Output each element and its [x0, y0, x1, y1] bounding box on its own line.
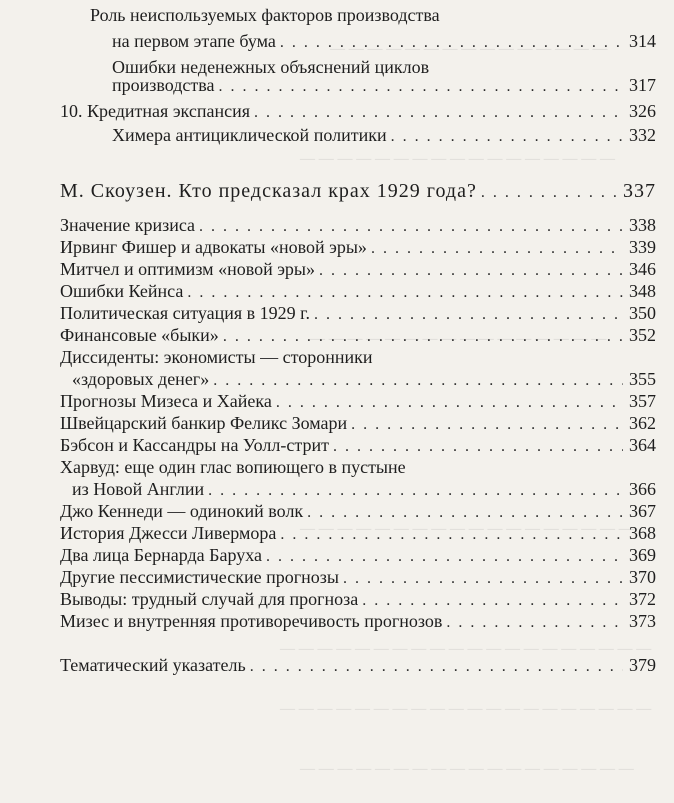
toc-entry [60, 654, 656, 678]
toc-entry-title: Джо Кеннеди — одинокий волк [60, 501, 304, 521]
toc-page-number: 348 [629, 281, 656, 301]
toc-entry [60, 302, 656, 326]
toc-page-number: 367 [629, 501, 656, 521]
toc-entry-title: Другие пессимистические прогнозы [60, 567, 339, 587]
toc-leader-dots [254, 102, 623, 124]
toc-leader-dots [280, 524, 623, 546]
bleed-through: — — — — — — — — — — — — — — — — [310, 331, 607, 347]
toc-leader-dots [333, 436, 623, 458]
toc-leader-dots [276, 392, 623, 414]
toc-page-number: 373 [629, 611, 656, 631]
toc-page-number: 368 [629, 523, 656, 543]
toc-entry [72, 368, 656, 392]
toc-page-number: 352 [629, 325, 656, 345]
toc-entry [60, 236, 656, 260]
toc-entry [60, 588, 656, 612]
toc-leader-dots [213, 370, 623, 392]
toc-entry-line: Роль неиспользуемых факторов производства [90, 5, 440, 25]
toc-entry [60, 610, 656, 634]
toc-entry [60, 258, 656, 282]
bleed-through: — — — — — — — — — — — — — — — [330, 41, 608, 57]
toc-leader-dots [481, 182, 617, 204]
toc-page-number: 379 [629, 655, 656, 675]
toc-entry-title: Значение кризиса [60, 215, 196, 235]
toc-leader-dots [446, 612, 623, 634]
toc-leader-dots [187, 282, 623, 304]
toc-page-number: 317 [629, 75, 656, 95]
toc-entry [60, 324, 656, 348]
toc-page-number: 339 [629, 237, 656, 257]
bleed-through: — — — — — — — — — — — — — — — — — — [300, 521, 634, 537]
toc-entry [60, 500, 656, 524]
toc-entry-title: 10. Кредитная экспансия [60, 101, 250, 121]
toc-page-number: 369 [629, 545, 656, 565]
toc-entry-title: «здоровых денег» [72, 369, 210, 389]
toc-entry [60, 280, 656, 304]
toc-leader-dots [307, 502, 623, 524]
toc-entry-title: Ирвинг Фишер и адвокаты «новой эры» [60, 237, 367, 257]
toc-entry-title: производства [112, 75, 215, 95]
toc-entry-line: Харвуд: еще один глас вопиющего в пустыне [60, 457, 406, 477]
toc-entry-line: Ошибки неденежных объяснений циклов [112, 57, 430, 77]
bleed-through: — — — — — — — — — — — — — — — — — — — — [280, 641, 652, 657]
toc-page-number: 362 [629, 413, 656, 433]
toc-page-number: 372 [629, 589, 656, 609]
toc-entry-title: Выводы: трудный случай для прогноза [60, 589, 359, 609]
toc-entry-title: Два лица Бернарда Баруха [60, 545, 262, 565]
toc-entry-title: Мизес и внутренняя противоречивость прогнозов [60, 611, 443, 631]
toc-entry [112, 124, 656, 148]
toc-leader-dots [343, 568, 623, 590]
toc-chapter-title: М. Скоузен. Кто предсказал крах 1929 года? [60, 180, 477, 202]
toc-entry [112, 30, 656, 54]
toc-leader-dots [351, 414, 623, 436]
toc-leader-dots [280, 32, 623, 54]
toc-page-number: 364 [629, 435, 656, 455]
toc-page-number: 357 [629, 391, 656, 411]
toc-entry [60, 412, 656, 436]
toc-entry-title: Финансовые «быки» [60, 325, 219, 345]
toc-page-number: 332 [629, 125, 656, 145]
toc-leader-dots [362, 590, 623, 612]
toc-entry-line: Диссиденты: экономисты — сторонники [60, 347, 373, 367]
toc-leader-dots [223, 326, 623, 348]
toc-leader-dots [391, 126, 623, 148]
toc-leader-dots [319, 260, 623, 282]
toc-entry-title: Бэбсон и Кассандры на Уолл-стрит [60, 435, 329, 455]
toc-entry-title: на первом этапе бума [112, 31, 276, 51]
toc-page-number: 366 [629, 479, 656, 499]
toc-page-number: 346 [629, 259, 656, 279]
toc-page-number: 370 [629, 567, 656, 587]
toc-leader-dots [314, 304, 623, 326]
toc-entry-title: Химера антициклической политики [112, 125, 387, 145]
toc-entry-title: Швейцарский банкир Феликс Зомари [60, 413, 348, 433]
toc-entry-title: Тематический указатель [60, 655, 246, 675]
toc-page-number: 337 [623, 180, 656, 202]
toc-entry [60, 390, 656, 414]
bleed-through: — — — — — — — — — — — — — — — — — — [300, 761, 634, 777]
toc-entry-title: Митчел и оптимизм «новой эры» [60, 259, 316, 279]
toc-leader-dots [266, 546, 623, 568]
toc-page-number: 338 [629, 215, 656, 235]
toc-entry [60, 100, 656, 124]
toc-leader-dots [208, 480, 623, 502]
toc-page-number: 314 [629, 31, 656, 51]
toc-entry [60, 566, 656, 590]
toc-entry [72, 478, 656, 502]
toc-entry-title: из Новой Англии [72, 479, 205, 499]
toc-entry [60, 214, 656, 238]
toc-leader-dots [250, 656, 623, 678]
toc-leader-dots [371, 238, 623, 260]
toc-entry [60, 434, 656, 458]
bleed-through: — — — — — — — — — — — — — — — — — — — — [280, 701, 652, 717]
toc-entry-title: История Джесси Ливермора [60, 523, 277, 543]
toc-entry [60, 522, 656, 546]
toc-entry-title: Политическая ситуация в 1929 г. [60, 303, 310, 323]
toc-entry [60, 544, 656, 568]
bleed-through: — — — — — — — — — — — — — — — — — [300, 151, 615, 167]
toc-entry-title: Ошибки Кейнса [60, 281, 184, 301]
toc-page-number: 350 [629, 303, 656, 323]
toc-leader-dots [219, 76, 624, 98]
toc-chapter-entry [60, 180, 656, 204]
toc-entry-title: Прогнозы Мизеса и Хайека [60, 391, 272, 411]
toc-page-number: 326 [629, 101, 656, 121]
toc-leader-dots [199, 216, 623, 238]
toc-entry [112, 74, 656, 98]
toc-page-number: 355 [629, 369, 656, 389]
